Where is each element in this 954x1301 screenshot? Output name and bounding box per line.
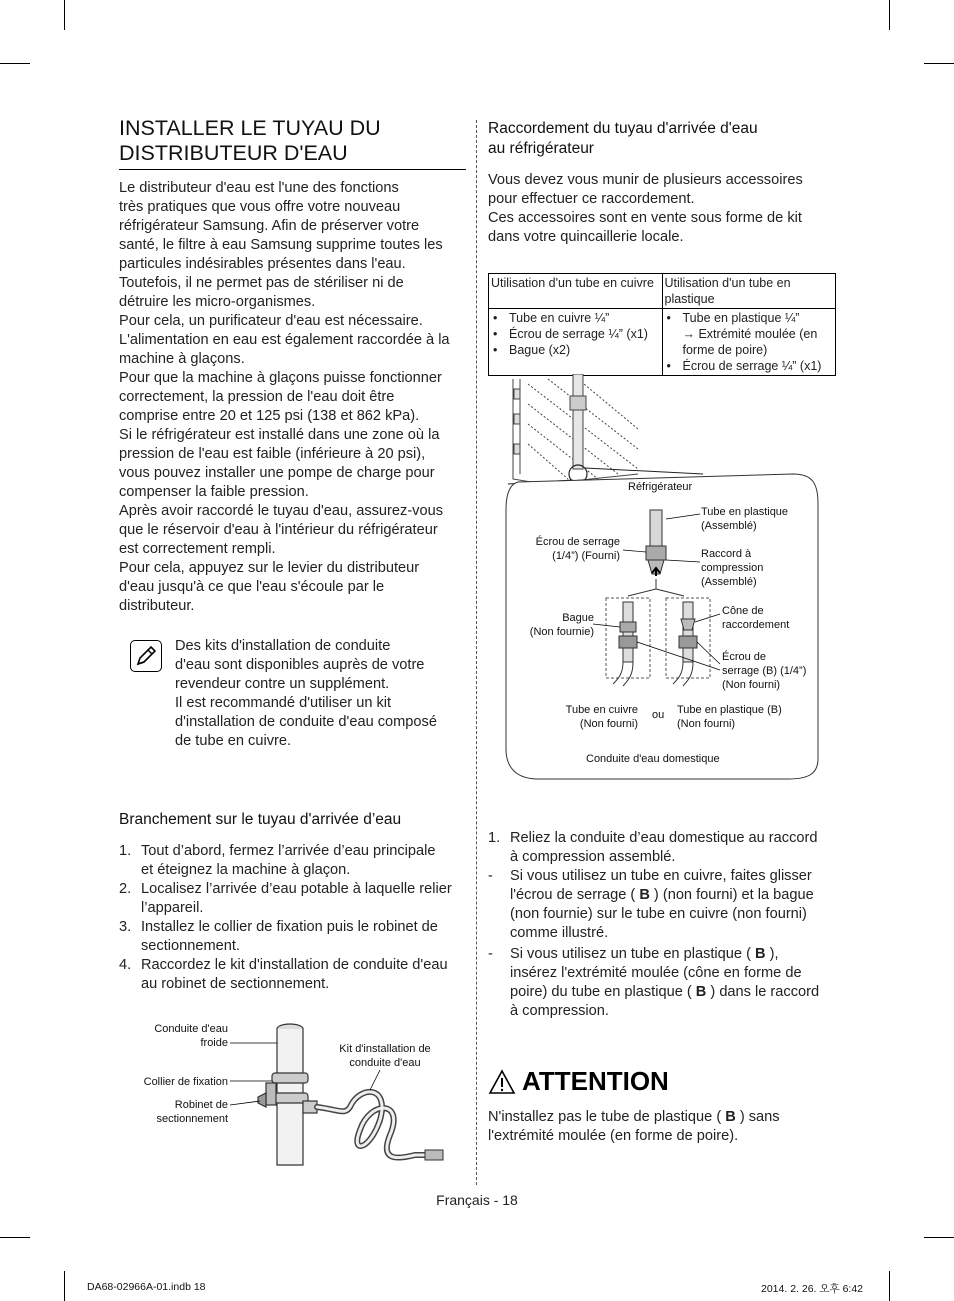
text-line: particules indésirables présentes dans l'eau. — [119, 256, 406, 272]
attention-heading: ATTENTION — [488, 1066, 669, 1097]
label-compression-fitting: Raccord à compression (Assemblé) — [701, 548, 764, 588]
table-header-plastic: Utilisation d'un tube en plastique — [662, 274, 836, 309]
label-plastic-assembled: Tube en plastique (Assemblé) — [701, 506, 789, 532]
text-line: vous pouvez installer une pompe de charge pour — [119, 465, 435, 481]
list-item: • Tube en cuivre ¼” — [491, 310, 660, 326]
label-valve: Robinet de sectionnement — [156, 1099, 228, 1125]
accessories-table — [488, 273, 836, 376]
branch-title: Branchement sur le tuyau d'arrivée d’eau — [119, 811, 402, 828]
table-cell-copper — [489, 309, 663, 376]
text-line: santé, le filtre à eau Samsung supprime toutes les — [119, 237, 443, 253]
crop-mark — [889, 1271, 890, 1301]
text-line: est correctement rempli. — [119, 541, 276, 557]
label-cone: Cône de raccordement — [722, 605, 790, 631]
column-divider — [476, 120, 477, 1185]
warning-icon — [488, 1069, 516, 1095]
text-line: d'eau sont disponibles auprès de votre — [175, 657, 425, 673]
right-dash-2: - Si vous utilisez un tube en plastique ( B ), insérez l'extrémité moulée (cône en forme de poire) du tube en plastique ( B ) dans le raccord à compression. — [488, 946, 820, 1019]
text-line: distributeur. — [119, 598, 195, 614]
label-domestic: Conduite d'eau domestique — [586, 753, 720, 765]
text-line: dans votre quincaillerie locale. — [488, 229, 684, 245]
text-line: Des kits d'installation de conduite — [175, 638, 391, 654]
list-item: • Tube en plastique ¼” — [665, 310, 834, 326]
list-item: 2. Localisez l’arrivée d’eau potable à laquelle relier l’appareil. — [119, 881, 452, 916]
right-dash-1: - Si vous utilisez un tube en cuivre, faites glisser l'écrou de serrage ( B ) (non fourni) et la bague (non fournie) sur le tube en cuivre (non fourni) comme illustré. — [488, 868, 814, 941]
text-line: correctement, la pression de l'eau doit être — [119, 389, 395, 405]
text-line: machine à glaçons. — [119, 351, 245, 367]
right-step-1: 1. Reliez la conduite d’eau domestique au raccord à compression assemblé. — [488, 830, 818, 865]
page-number: Français - 18 — [436, 1192, 518, 1208]
connection-intro — [488, 171, 833, 247]
text-line: Pour que la machine à glaçons puisse fonctionner — [119, 370, 442, 386]
pipe-diagram — [230, 1015, 460, 1175]
list-item: 3. Installez le collier de fixation puis le robinet de sectionnement. — [119, 919, 438, 954]
table-header-copper: Utilisation d'un tube en cuivre — [489, 274, 663, 309]
text-line: Pour cela, un purificateur d'eau est nécessaire. — [119, 313, 423, 329]
list-item: 1. Tout d’abord, fermez l’arrivée d’eau principale et éteignez la machine à glaçon. — [119, 843, 436, 878]
note-icon — [130, 640, 162, 672]
text-line: pression de l'eau est faible (inférieure à 20 psi), — [119, 446, 426, 462]
label-fridge: Réfrigérateur — [628, 481, 693, 493]
intro-paragraph — [119, 179, 469, 616]
text-line: Il est recommandé d'utiliser un kit — [175, 695, 392, 711]
text-line: détruire les micro-organismes. — [119, 294, 316, 310]
label-nut-b: Écrou de serrage (B) (1/4”) (Non fourni) — [722, 651, 807, 691]
list-item: • Écrou de serrage ¼” (x1) — [491, 326, 660, 342]
connection-title: Raccordement du tuyau d'arrivée d'eau au réfrigérateur — [488, 120, 758, 157]
label-or: ou — [652, 709, 665, 721]
crop-mark — [0, 63, 30, 64]
crop-mark — [924, 63, 954, 64]
footer-date: 2014. 2. 26. 오후 6:42 — [761, 1283, 864, 1295]
table-cell-plastic — [662, 309, 836, 376]
label-cold-pipe: Conduite d'eau froide — [154, 1023, 228, 1049]
label-copper-tube: Tube en cuivre (Non fourni) — [565, 704, 638, 730]
text-line: Vous devez vous munir de plusieurs accessoires — [488, 172, 803, 188]
text-line: L'alimentation en eau est également raccordée à la — [119, 332, 450, 348]
text-line: Toutefois, il ne permet pas de stériliser ni de — [119, 275, 404, 291]
label-clamp: Collier de fixation — [143, 1076, 228, 1088]
label-kit: Kit d'installation de conduite d'eau — [339, 1043, 431, 1069]
text-line: d'eau jusqu'à ce que l'eau s'écoule par le — [119, 579, 385, 595]
text-line: d'installation de conduite d'eau composé — [175, 714, 437, 730]
text-line: réfrigérateur Samsung. Afin de préserver votre — [119, 218, 420, 234]
crop-mark — [64, 1271, 65, 1301]
footer-file: DA68-02966A-01.indb 18 — [87, 1281, 206, 1293]
label-nut-supplied: Écrou de serrage (1/4”) (Fourni) — [535, 536, 620, 562]
crop-mark — [889, 0, 890, 30]
note-text — [175, 637, 470, 751]
text-line: pour effectuer ce raccordement. — [488, 191, 695, 207]
crop-mark — [924, 1237, 954, 1238]
text-line: Après avoir raccordé le tuyau d'eau, assurez-vous — [119, 503, 444, 519]
text-line: Ces accessoires sont en vente sous forme de kit — [488, 210, 802, 226]
section-title: INSTALLER LE TUYAU DU DISTRIBUTEUR D'EAU — [119, 116, 466, 170]
label-ring: Bague (Non fournie) — [529, 612, 594, 638]
text-line: comprise entre 20 et 125 psi (138 et 862 kPa). — [119, 408, 420, 424]
crop-mark — [64, 0, 65, 30]
crop-mark — [0, 1237, 30, 1238]
text-line: que le réservoir d'eau à l'intérieur du réfrigérateur — [119, 522, 438, 538]
text-line: très pratiques que vous offre votre nouveau — [119, 199, 401, 215]
list-item: • Écrou de serrage ¼” (x1) — [665, 358, 834, 374]
list-item: → Extrémité moulée (en forme de poire) — [682, 327, 818, 357]
text-line: compenser la faible pression. — [119, 484, 309, 500]
text-line: Pour cela, appuyez sur le levier du distributeur — [119, 560, 420, 576]
attention-text: N'installez pas le tube de plastique ( B ) sans l'extrémité moulée (en forme de poire). — [488, 1109, 780, 1144]
text-line: revendeur contre un supplément. — [175, 676, 390, 692]
label-plastic-b: Tube en plastique (B) (Non fourni) — [677, 704, 782, 730]
text-line: Le distributeur d'eau est l'une des fonctions — [119, 180, 399, 196]
text-line: Si le réfrigérateur est installé dans une zone où la — [119, 427, 440, 443]
text-line: de tube en cuivre. — [175, 733, 292, 749]
list-item: • Bague (x2) — [491, 342, 660, 358]
branch-steps — [119, 842, 471, 994]
list-item: 4. Raccordez le kit d'installation de conduite d'eau au robinet de sectionnement. — [119, 957, 448, 992]
